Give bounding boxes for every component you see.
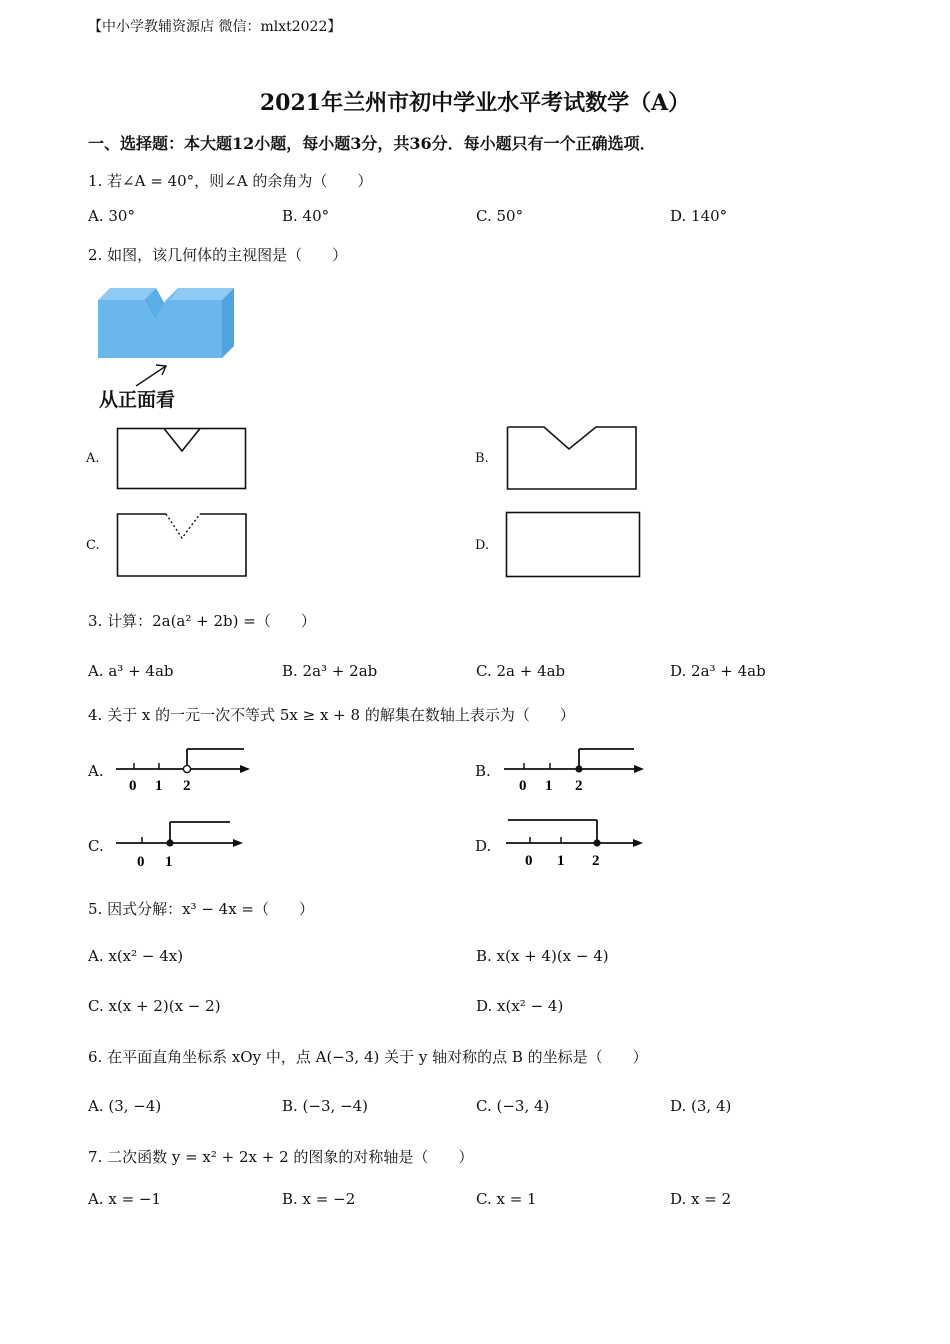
q4c-tick-1: 1 — [165, 854, 173, 870]
q4d-tick-0: 0 — [525, 853, 533, 869]
q6-option-c: C. (−3, 4) — [476, 1097, 550, 1115]
q2-option-b-label: B. — [475, 451, 489, 466]
question-1-stem: 1. 若∠A = 40°，则∠A 的余角为（ ） — [88, 172, 373, 190]
q4b-tick-0: 0 — [519, 778, 527, 794]
q6-option-b: B. (−3, −4) — [282, 1097, 369, 1115]
q2-option-a-label: A. — [86, 451, 100, 466]
q7-option-d: D. x = 2 — [670, 1190, 732, 1208]
q2-option-d-label: D. — [475, 538, 490, 553]
q4a-tick-1: 1 — [155, 778, 163, 794]
header-note: 【中小学教辅资源店 微信：mlxt2022】 — [88, 19, 342, 35]
q1-option-c: C. 50° — [476, 207, 524, 225]
q2-option-b-figure — [506, 425, 638, 491]
question-2-stem: 2. 如图，该几何体的主视图是（ ） — [88, 246, 348, 264]
q3-option-d: D. 2a³ + 4ab — [670, 662, 766, 680]
q5-option-c: C. x(x + 2)(x − 2) — [88, 997, 221, 1015]
q5-option-b: B. x(x + 4)(x − 4) — [476, 947, 609, 965]
q7-option-c: C. x = 1 — [476, 1190, 537, 1208]
q7-option-a: A. x = −1 — [88, 1190, 162, 1208]
q4-option-c-label: C. — [88, 837, 104, 855]
q6-option-a: A. (3, −4) — [88, 1097, 162, 1115]
q4a-tick-0: 0 — [129, 778, 137, 794]
q1-option-b: B. 40° — [282, 207, 330, 225]
page-title: 2021年兰州市初中学业水平考试数学（A） — [259, 90, 691, 116]
q4-option-d-label: D. — [475, 837, 492, 855]
q4d-tick-2: 2 — [592, 853, 600, 869]
q4a-tick-2: 2 — [183, 778, 191, 794]
q4-option-b-numberline — [500, 744, 650, 794]
q5-option-d: D. x(x² − 4) — [476, 997, 564, 1015]
q2-option-c-label: C. — [86, 538, 100, 553]
q3-option-b: B. 2a³ + 2ab — [282, 662, 378, 680]
q2-option-d-figure — [505, 511, 643, 579]
q5-option-a: A. x(x² − 4x) — [88, 947, 184, 965]
q4-option-c-numberline — [112, 818, 250, 870]
question-6-stem: 6. 在平面直角坐标系 xOy 中，点 A(−3, 4) 关于 y 轴对称的点 B 的坐标是（ ） — [88, 1048, 648, 1066]
q4b-tick-2: 2 — [575, 778, 583, 794]
q4c-tick-0: 0 — [137, 854, 145, 870]
q4-option-a-numberline — [112, 744, 257, 794]
question-7-stem: 7. 二次函数 y = x² + 2x + 2 的图象的对称轴是（ ） — [88, 1148, 474, 1166]
question-4-stem: 4. 关于 x 的一元一次不等式 5x ≥ x + 8 的解集在数轴上表示为（ ） — [88, 706, 575, 724]
q3-option-c: C. 2a + 4ab — [476, 662, 566, 680]
q4d-tick-1: 1 — [557, 853, 565, 869]
q2-option-c-figure — [116, 512, 250, 578]
q1-option-d: D. 140° — [670, 207, 728, 225]
q1-option-a: A. 30° — [88, 207, 135, 225]
q4-option-a-label: A. — [88, 762, 104, 780]
q3-option-a: A. a³ + 4ab — [88, 662, 174, 680]
section-heading: 一、选择题：本大题12小题，每小题3分，共36分．每小题只有一个正确选项． — [88, 134, 656, 153]
question-5-stem: 5. 因式分解：x³ − 4x =（ ） — [88, 900, 314, 918]
q4-option-d-numberline — [504, 816, 649, 870]
q4b-tick-1: 1 — [545, 778, 553, 794]
q7-option-b: B. x = −2 — [282, 1190, 356, 1208]
figure-caption: 从正面看 — [99, 389, 176, 411]
q2-option-a-figure — [116, 427, 248, 491]
question-3-stem: 3. 计算：2a(a² + 2b) =（ ） — [88, 612, 316, 630]
q4-option-b-label: B. — [475, 762, 491, 780]
q6-option-d: D. (3, 4) — [670, 1097, 732, 1115]
solid-side-face — [222, 288, 234, 358]
